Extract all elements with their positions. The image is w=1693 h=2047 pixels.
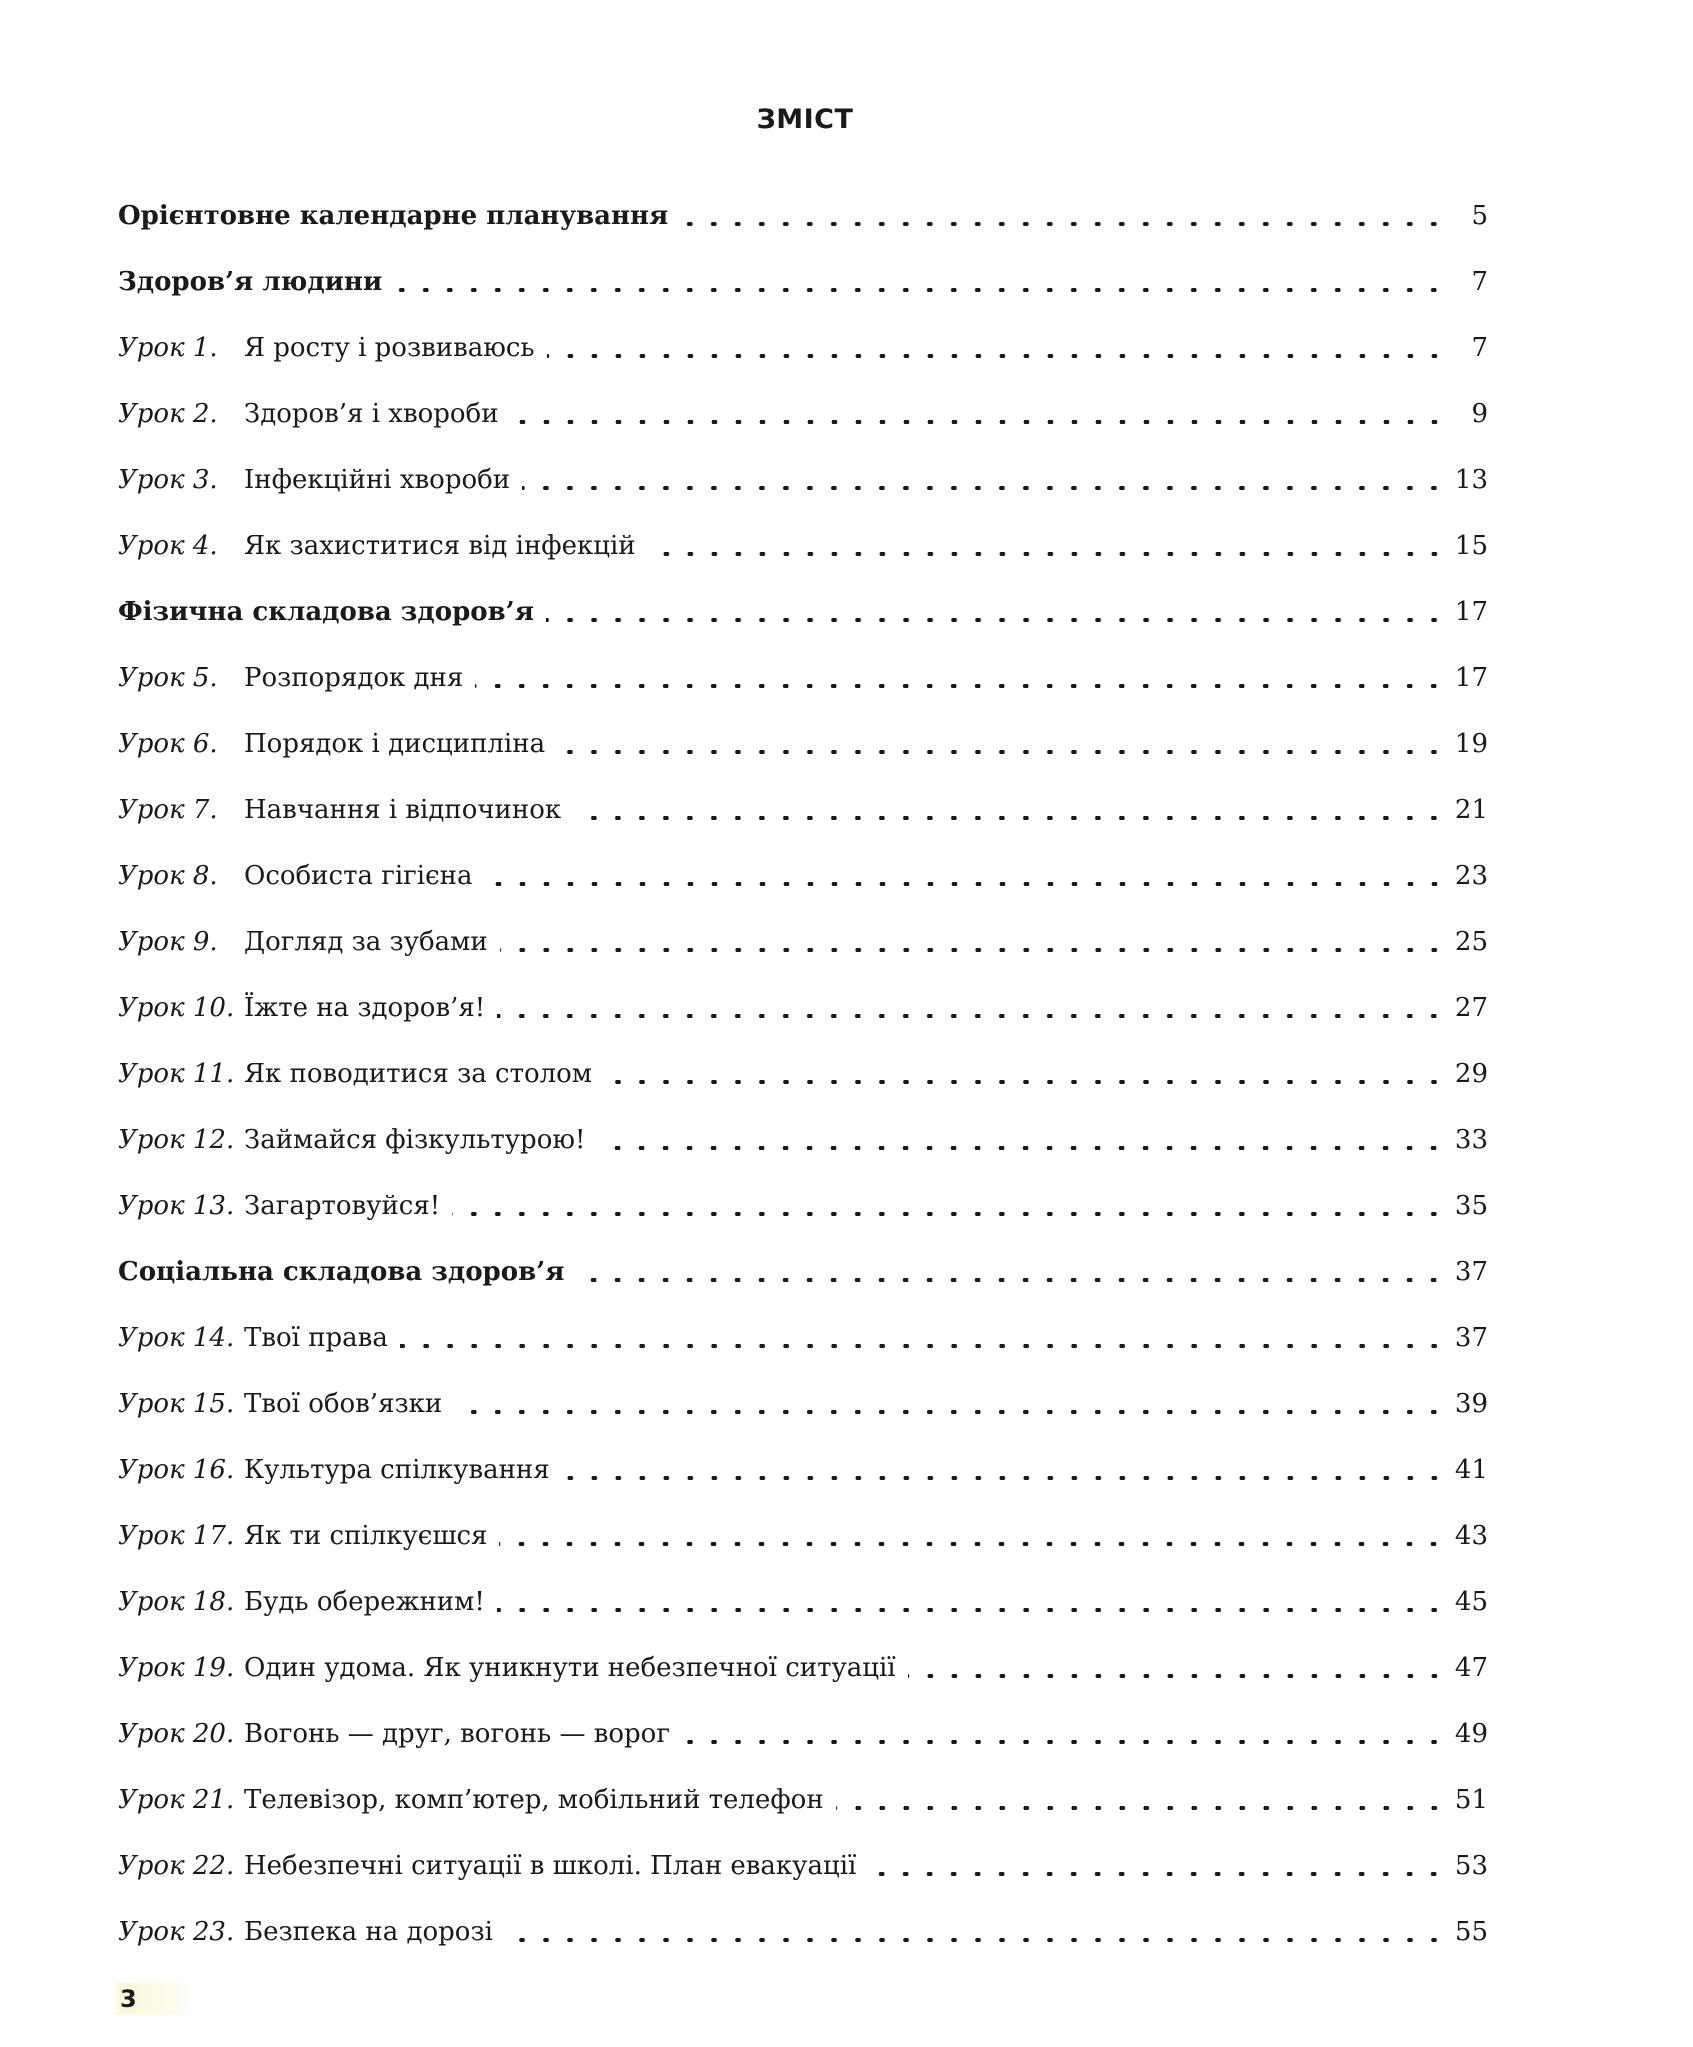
toc-entry-page-number: 37 — [1454, 1323, 1488, 1353]
toc-lesson-entry[interactable] — [118, 1107, 1488, 1173]
dot-leader — [547, 354, 1446, 358]
toc-lesson-entry[interactable] — [118, 1437, 1488, 1503]
toc-entry-label: Урок 18. — [118, 1587, 235, 1617]
dot-leader — [648, 552, 1446, 556]
dot-leader — [499, 1542, 1446, 1546]
toc-lesson-entry[interactable] — [118, 381, 1488, 447]
toc-entry-title: Займайся фізкультурою! — [244, 1125, 586, 1155]
toc-entry-title: Культура спілкування — [244, 1455, 550, 1485]
dot-leader — [475, 684, 1446, 688]
toc-entry-page-number: 53 — [1454, 1851, 1488, 1881]
toc-entry-title: Здоров’я і хвороби — [244, 399, 499, 429]
toc-entry-label: Урок 12. — [118, 1125, 235, 1155]
toc-entry-label: Урок 17. — [118, 1521, 235, 1551]
page-title: ЗМІСТ — [756, 104, 854, 135]
toc-section-entry[interactable] — [118, 1239, 1488, 1305]
toc-lesson-entry[interactable] — [118, 843, 1488, 909]
toc-entry-title: Особиста гігієна — [244, 861, 473, 891]
toc-lesson-entry[interactable] — [118, 1767, 1488, 1833]
toc-entry-title: Орієнтовне календарне планування — [118, 201, 669, 231]
toc-entry-page-number: 25 — [1454, 927, 1488, 957]
toc-entry-page-number: 7 — [1471, 267, 1488, 297]
toc-entry-title: Безпека на дорозі — [244, 1917, 493, 1947]
toc-entry-title: Фізична складова здоров’я — [118, 597, 534, 627]
toc-entry-label: Урок 2. — [118, 399, 218, 429]
dot-leader — [680, 222, 1446, 226]
toc-lesson-entry[interactable] — [118, 1503, 1488, 1569]
toc-lesson-entry[interactable] — [118, 513, 1488, 579]
toc-entry-label: Урок 1. — [118, 333, 218, 363]
toc-entry-page-number: 33 — [1454, 1125, 1488, 1155]
dot-leader — [682, 1740, 1446, 1744]
dot-leader — [454, 1410, 1446, 1414]
toc-entry-page-number: 15 — [1454, 531, 1488, 561]
toc-entry-page-number: 37 — [1454, 1257, 1488, 1287]
toc-lesson-entry[interactable] — [118, 909, 1488, 975]
toc-lesson-entry[interactable] — [118, 711, 1488, 777]
toc-entry-title: Твої обов’язки — [244, 1389, 443, 1419]
toc-entry-label: Урок 20. — [118, 1719, 235, 1749]
toc-entry-title: Загартовуйся! — [244, 1191, 441, 1221]
toc-entry-label: Урок 16. — [118, 1455, 235, 1485]
toc-lesson-entry[interactable] — [118, 645, 1488, 711]
dot-leader — [400, 1344, 1446, 1348]
dot-leader — [394, 288, 1446, 292]
dot-leader — [497, 1014, 1446, 1018]
toc-entry-page-number: 7 — [1471, 333, 1488, 363]
toc-lesson-entry[interactable] — [118, 315, 1488, 381]
toc-entry-page-number: 39 — [1454, 1389, 1488, 1419]
toc-entry-page-number: 51 — [1454, 1785, 1488, 1815]
dot-leader — [497, 1608, 1446, 1612]
toc-entry-title: Вогонь — друг, вогонь — ворог — [244, 1719, 670, 1749]
toc-entry-label: Урок 14. — [118, 1323, 235, 1353]
dot-leader — [573, 816, 1446, 820]
toc-entry-page-number: 27 — [1454, 993, 1488, 1023]
toc-entry-title: Один удома. Як уникнути небезпечної ситуації — [244, 1653, 896, 1683]
toc-entry-title: Їжте на здоров’я! — [244, 993, 486, 1023]
toc-entry-label: Урок 4. — [118, 531, 218, 561]
dot-leader — [836, 1806, 1446, 1810]
dot-leader — [500, 948, 1446, 952]
toc-entry-page-number: 9 — [1471, 399, 1488, 429]
dot-leader — [485, 882, 1447, 886]
toc-entry-title: Соціальна складова здоров’я — [118, 1257, 565, 1287]
toc-lesson-entry[interactable] — [118, 975, 1488, 1041]
toc-entry-page-number: 35 — [1454, 1191, 1488, 1221]
toc-entry-title: Небезпечні ситуації в школі. План евакуації — [244, 1851, 857, 1881]
dot-leader — [557, 750, 1446, 754]
toc-entry-page-number: 45 — [1454, 1587, 1488, 1617]
dot-leader — [576, 1278, 1446, 1282]
toc-lesson-entry[interactable] — [118, 1173, 1488, 1239]
dot-leader — [562, 1476, 1446, 1480]
toc-entry-page-number: 5 — [1471, 201, 1488, 231]
toc-entry-page-number: 43 — [1454, 1521, 1488, 1551]
toc-entry-page-number: 55 — [1454, 1917, 1488, 1947]
toc-entry-label: Урок 23. — [118, 1917, 235, 1947]
toc-entry-label: Урок 3. — [118, 465, 218, 495]
toc-entry-label: Урок 21. — [118, 1785, 235, 1815]
toc-entry-title: Я росту і розвиваюсь — [244, 333, 535, 363]
toc-entry-label: Урок 22. — [118, 1851, 235, 1881]
toc-lesson-entry[interactable] — [118, 1635, 1488, 1701]
toc-entry-label: Урок 19. — [118, 1653, 235, 1683]
toc-entry-title: Розпорядок дня — [244, 663, 464, 693]
dot-leader — [908, 1674, 1446, 1678]
toc-lesson-entry[interactable] — [118, 1371, 1488, 1437]
toc-section-entry[interactable] — [118, 579, 1488, 645]
toc-section-entry[interactable] — [118, 183, 1488, 249]
toc-entry-label: Урок 10. — [118, 993, 235, 1023]
toc-entry-page-number: 21 — [1454, 795, 1488, 825]
page-number: 3 — [116, 1983, 197, 2015]
toc-entry-label: Урок 9. — [118, 927, 218, 957]
toc-entry-title: Як поводитися за столом — [244, 1059, 593, 1089]
toc-lesson-entry[interactable] — [118, 1899, 1488, 1965]
toc-entry-label: Урок 7. — [118, 795, 218, 825]
toc-entry-page-number: 47 — [1454, 1653, 1488, 1683]
dot-leader — [597, 1146, 1446, 1150]
toc-entry-label: Урок 15. — [118, 1389, 235, 1419]
toc-lesson-entry[interactable] — [118, 1701, 1488, 1767]
toc-entry-title: Телевізор, комп’ютер, мобільний телефон — [244, 1785, 824, 1815]
toc-entry-page-number: 13 — [1454, 465, 1488, 495]
toc-section-entry[interactable] — [118, 249, 1488, 315]
toc-entry-page-number: 17 — [1454, 597, 1488, 627]
toc-lesson-entry[interactable] — [118, 447, 1488, 513]
toc-entry-title: Будь обережним! — [244, 1587, 485, 1617]
toc-entry-page-number: 19 — [1454, 729, 1488, 759]
toc-lesson-entry[interactable] — [118, 1041, 1488, 1107]
toc-lesson-entry[interactable] — [118, 1569, 1488, 1635]
toc-entry-title: Як захиститися від інфекцій — [244, 531, 636, 561]
dot-leader — [604, 1080, 1446, 1084]
dot-leader — [505, 1938, 1446, 1942]
toc-entry-title: Як ти спілкуєшся — [244, 1521, 488, 1551]
toc-entry-title: Інфекційні хвороби — [244, 465, 511, 495]
dot-leader — [511, 420, 1446, 424]
toc-entry-label: Урок 8. — [118, 861, 218, 891]
toc-lesson-entry[interactable] — [118, 777, 1488, 843]
table-of-contents — [118, 183, 1488, 1965]
dot-leader — [452, 1212, 1446, 1216]
toc-entry-page-number: 17 — [1454, 663, 1488, 693]
dot-leader — [546, 618, 1446, 622]
toc-entry-page-number: 41 — [1454, 1455, 1488, 1485]
toc-entry-title: Навчання і відпочинок — [244, 795, 562, 825]
toc-entry-page-number: 49 — [1454, 1719, 1488, 1749]
dot-leader — [522, 486, 1446, 490]
toc-lesson-entry[interactable] — [118, 1305, 1488, 1371]
dot-leader — [868, 1872, 1446, 1876]
toc-entry-title: Порядок і дисципліна — [244, 729, 546, 759]
toc-entry-page-number: 29 — [1454, 1059, 1488, 1089]
toc-entry-label: Урок 6. — [118, 729, 218, 759]
toc-lesson-entry[interactable] — [118, 1833, 1488, 1899]
toc-entry-title: Здоров’я людини — [118, 267, 383, 297]
toc-entry-title: Твої права — [244, 1323, 388, 1353]
toc-entry-title: Догляд за зубами — [244, 927, 488, 957]
toc-entry-page-number: 23 — [1454, 861, 1488, 891]
toc-entry-label: Урок 5. — [118, 663, 218, 693]
toc-entry-label: Урок 13. — [118, 1191, 235, 1221]
toc-entry-label: Урок 11. — [118, 1059, 235, 1089]
